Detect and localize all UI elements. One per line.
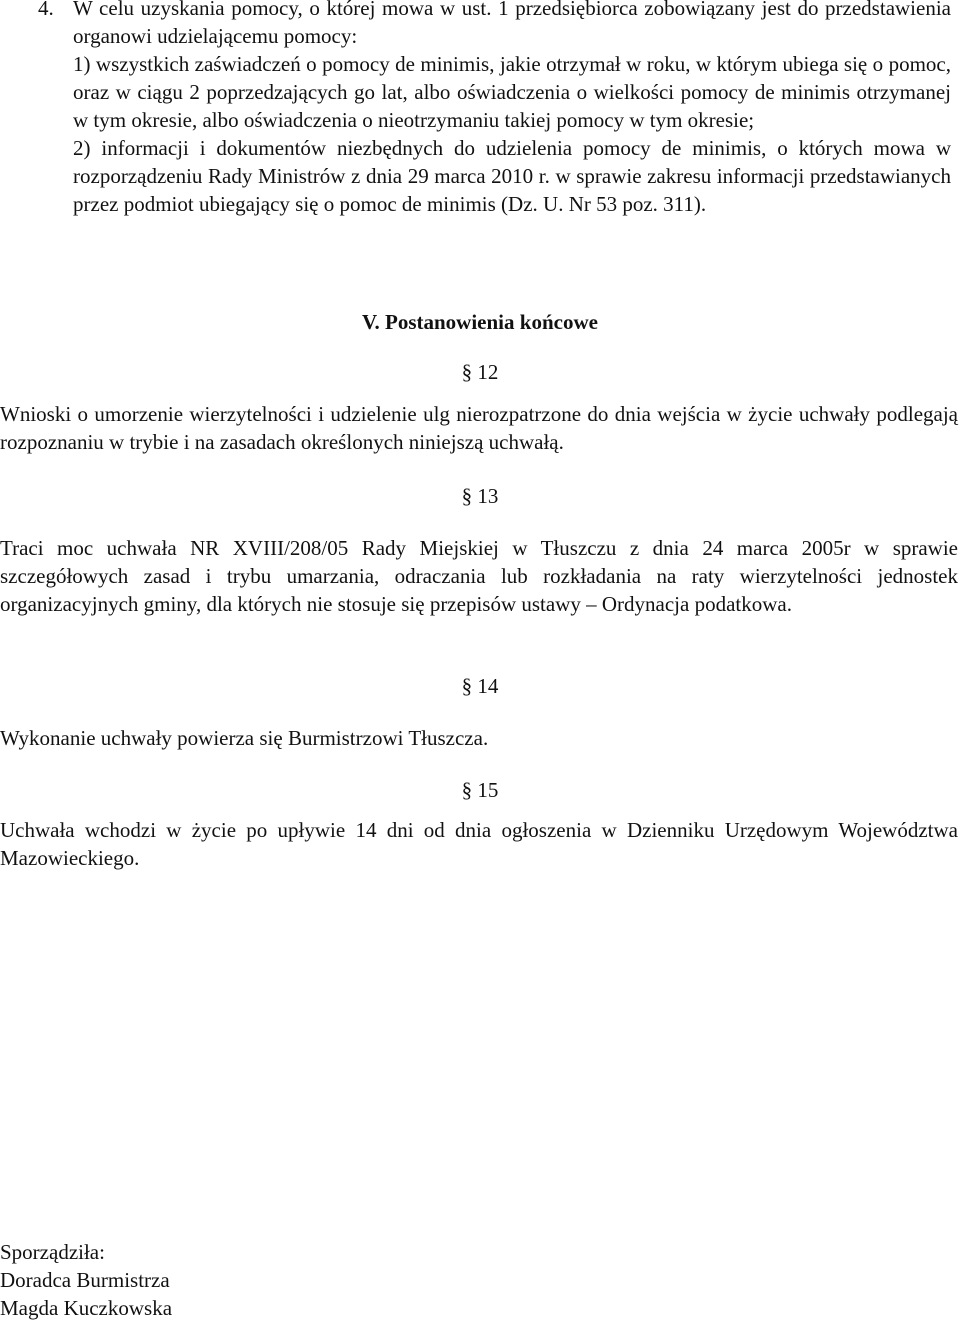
paragraph-12-text: Wnioski o umorzenie wierzytelności i udzielenie ulg nierozpatrzone do dnia wejścia w życie uchwały podlegają rozpoznaniu w trybie i na zasadach określonych niniejszą uchwałą. [0, 402, 958, 454]
signature-label: Sporządziła: [0, 1240, 105, 1264]
list-item-point-1: 1) wszystkich zaświadczeń o pomocy de minimis, jakie otrzymał w roku, w którym ubiega się o pomoc, oraz w ciągu 2 poprzedzających go lat, albo oświadczenia o wielkości pomocy de minimis otrzymanej w tym okresie, albo oświadczenia o nieotrzymaniu takiej pomocy w tym okresie; [73, 52, 951, 132]
signature-block [0, 1238, 172, 1322]
paragraph-number-13: § 13 [461, 484, 499, 508]
paragraph-number-15: § 15 [461, 778, 499, 802]
list-item-number: 4. [38, 0, 54, 20]
paragraph-14-text: Wykonanie uchwały powierza się Burmistrzowi Tłuszcza. [0, 726, 489, 750]
list-item-point-2: 2) informacji i dokumentów niezbędnych do udzielenia pomocy de minimis, o których mowa w rozporządzeniu Rady Ministrów z dnia 29 marca 2010 r. w sprawie zakresu informacji przedstawianych przez podmiot ubiegający się o pomoc de minimis (Dz. U. Nr 53 poz. 311). [73, 136, 951, 216]
signature-role: Doradca Burmistrza [0, 1268, 170, 1292]
section-heading: V. Postanowienia końcowe [362, 310, 598, 334]
paragraph-number-12: § 12 [461, 360, 499, 384]
paragraph-15-text: Uchwała wchodzi w życie po upływie 14 dni od dnia ogłoszenia w Dzienniku Urzędowym Województwa Mazowieckiego. [0, 818, 958, 870]
list-item-body [73, 0, 951, 218]
list-item-intro: W celu uzyskania pomocy, o której mowa w ust. 1 przedsiębiorca zobowiązany jest do przedstawienia organowi udzielającemu pomocy: [73, 0, 951, 48]
signature-name: Magda Kuczkowska [0, 1296, 173, 1320]
paragraph-number-14: § 14 [461, 674, 499, 698]
paragraph-13-text: Traci moc uchwała NR XVIII/208/05 Rady Miejskiej w Tłuszczu z dnia 24 marca 2005r w sprawie szczegółowych zasad i trybu umarzania, odraczania lub rozkładania na raty wierzytelności jednostek organizacyjnych gminy, dla których nie stosuje się przepisów ustawy – Ordynacja podatkowa. [0, 536, 958, 616]
